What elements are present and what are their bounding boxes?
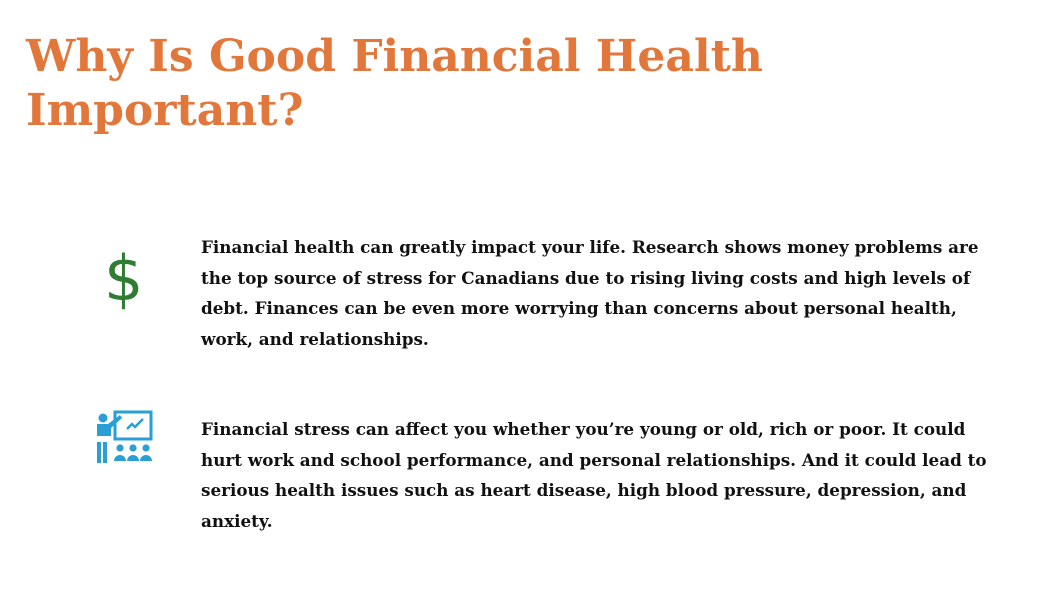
dollar-sign-icon: $ xyxy=(104,242,144,315)
page-title: Why Is Good Financial Health Important? xyxy=(26,31,763,136)
section-text: Financial stress can affect you whether you’re young or old, rich or poor. It could hurt work and school performance, and personal relationships. And it could lead to serious health issues such as heart disease, high blood pressure, depression, and anxiety. xyxy=(201,419,987,532)
section-text: Financial health can greatly impact your life. Research shows money problems are the top source of stress for Canadians due to rising living costs and high levels of debt. Finances can be even more worrying than concerns about personal health, work, and relationships. xyxy=(201,237,979,350)
teacher-presentation-icon xyxy=(93,409,161,469)
